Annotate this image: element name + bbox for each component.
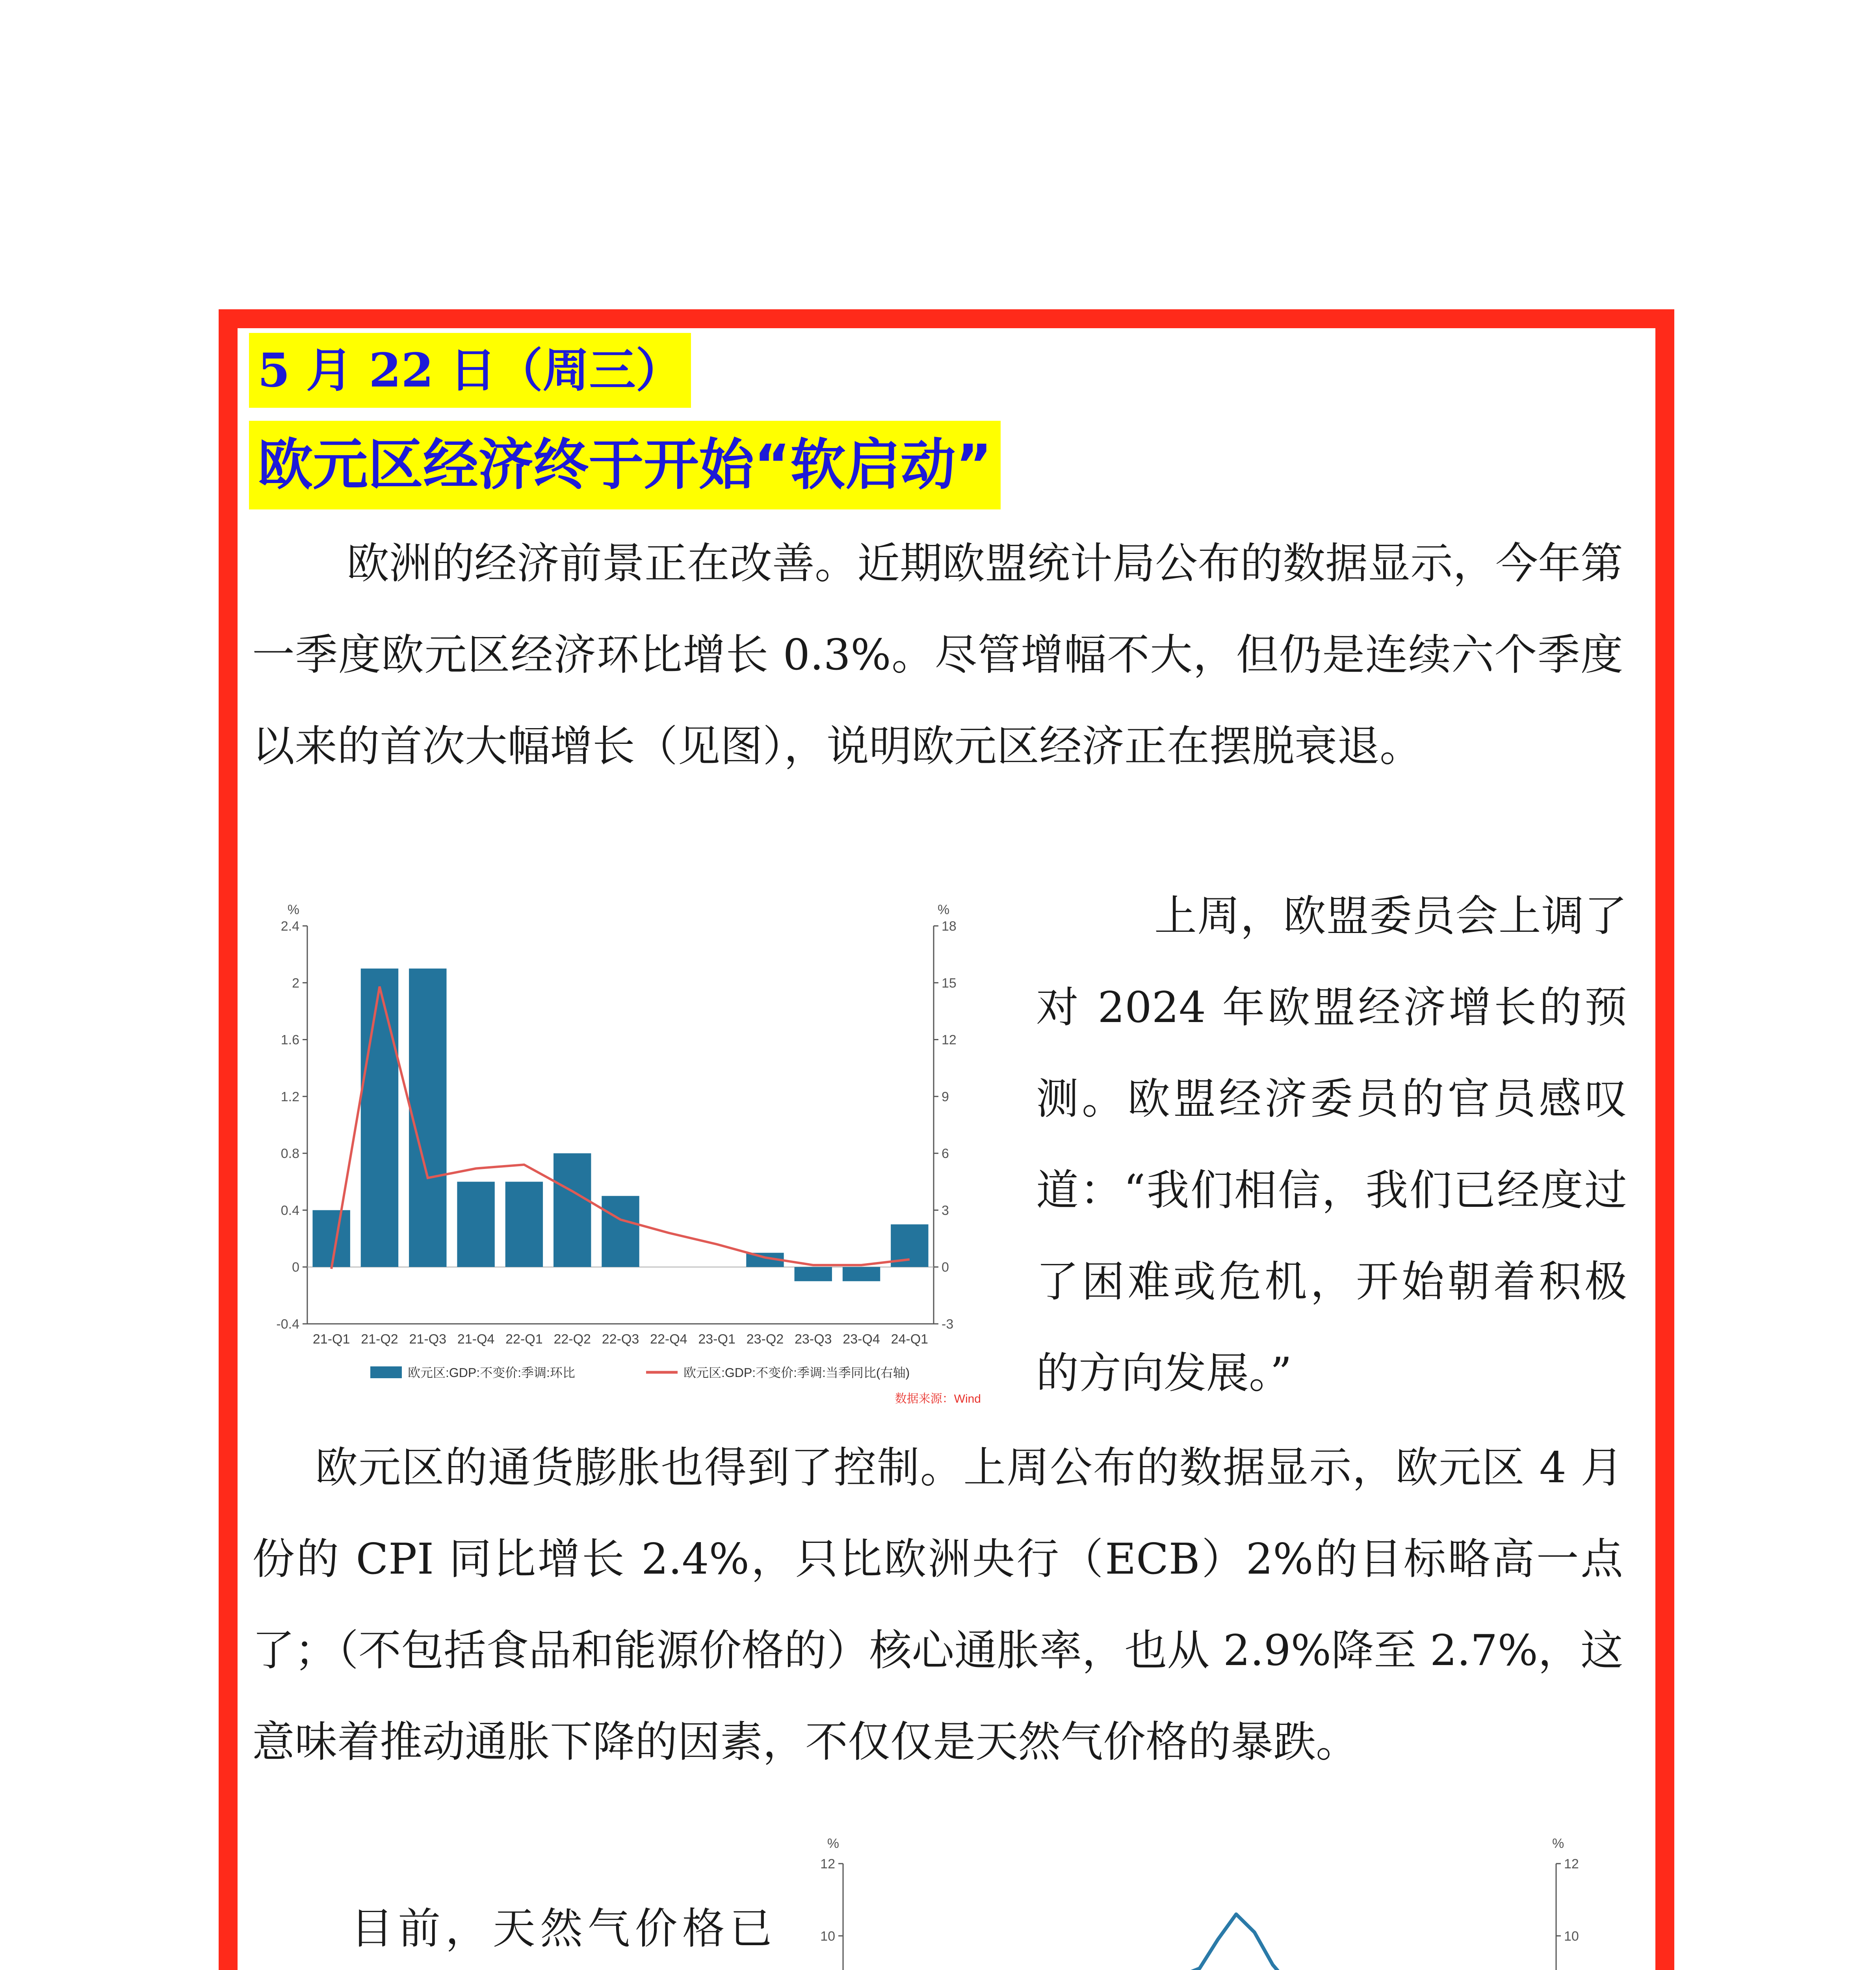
x-tick-label: 24-Q1 (891, 1332, 929, 1347)
right-tick-label: 10 (1564, 1929, 1579, 1944)
gdp-qoq-bar (795, 1267, 832, 1281)
paragraph-gas-price: 目前，天然气价格已 (351, 1904, 772, 1953)
right-tick-label: -3 (942, 1317, 954, 1332)
right-tick-label: 18 (942, 919, 957, 934)
hicp-yoy-line (852, 1914, 1547, 1970)
left-tick-label: -0.4 (276, 1317, 299, 1332)
left-tick-label: 2.4 (280, 919, 299, 934)
x-tick-label: 21-Q4 (457, 1332, 495, 1347)
gdp-chart-svg (252, 898, 993, 1407)
legend-label-line: 欧元区:GDP:不变价:季调:当季同比(右轴) (684, 1366, 910, 1380)
right-tick-label: 6 (942, 1146, 949, 1162)
left-tick-label: 2 (292, 976, 299, 991)
x-tick-label: 22-Q1 (505, 1332, 543, 1347)
x-tick-label: 23-Q2 (746, 1332, 784, 1347)
gdp-qoq-bar (843, 1267, 880, 1281)
gdp-qoq-bar (457, 1182, 494, 1267)
date-label: 5 月 22 日（周三） (249, 333, 691, 408)
x-tick-label: 21-Q2 (361, 1332, 398, 1347)
x-tick-label: 22-Q3 (602, 1332, 639, 1347)
legend-swatch-bar (370, 1366, 402, 1378)
x-tick-label: 23-Q4 (843, 1332, 880, 1347)
left-tick-label: 0.8 (280, 1146, 299, 1162)
x-tick-label: 23-Q1 (698, 1332, 736, 1347)
left-axis-unit: % (827, 1836, 839, 1851)
paragraph-ec-forecast: 上周，欧盟委员会上调了对 2024 年欧盟经济增长的预测。欧盟经济委员的官员感叹道：“我们相信，我们已经度过了困难或危机，开始朝着积极的方向发展。” (1036, 892, 1627, 1398)
left-tick-label: 1.6 (280, 1032, 299, 1048)
right-tick-label: 15 (942, 976, 957, 991)
left-axis-unit: % (287, 902, 299, 917)
x-tick-label: 22-Q4 (650, 1332, 687, 1347)
right-tick-label: 0 (942, 1260, 949, 1275)
gdp-qoq-bar (361, 968, 398, 1267)
gdp-qoq-bar (602, 1196, 639, 1267)
paragraph-inflation: 欧元区的通货膨胀也得到了控制。上周公布的数据显示，欧元区 4 月份的 CPI 同比增长 2.4%，只比欧洲央行（ECB）2%的目标略高一点了；（不包括食品和能源价格的）核心通胀率，也从 2.9%降至 2.7%，这意味着推动通胀下降的因素，不仅仅是天然气价格的暴跌。 (252, 1443, 1623, 1767)
left-tick-label: 1.2 (280, 1089, 299, 1104)
right-tick-label: 12 (1564, 1857, 1579, 1872)
left-tick-label: 10 (820, 1929, 835, 1944)
paragraph-economy-outlook: 欧洲的经济前景正在改善。近期欧盟统计局公布的数据显示，今年第一季度欧元区经济环比增长 0.3%。尽管增幅不大，但仍是连续六个季度以来的首次大幅增长（见图），说明欧元区经济正在摆脱衰退。 (252, 539, 1623, 771)
left-tick-label: 0 (292, 1260, 299, 1275)
gdp-qoq-bar (312, 1210, 350, 1267)
right-tick-label: 12 (942, 1032, 957, 1048)
x-tick-label: 23-Q3 (794, 1332, 832, 1347)
right-tick-label: 9 (942, 1089, 949, 1104)
source-label: 数据来源：Wind (895, 1392, 981, 1405)
headline: 欧元区经济终于开始“软启动” (249, 421, 1001, 509)
right-tick-label: 3 (942, 1203, 949, 1218)
gdp-qoq-bar (409, 968, 446, 1267)
gdp-qoq-bar (554, 1153, 591, 1267)
gdp-qoq-bar (505, 1182, 543, 1267)
right-axis-unit: % (938, 902, 950, 917)
x-tick-label: 21-Q1 (312, 1332, 350, 1347)
gdp-growth-chart (252, 898, 993, 1407)
legend-label-bar: 欧元区:GDP:不变价:季调:环比 (408, 1366, 575, 1380)
right-axis-unit: % (1552, 1836, 1564, 1851)
hicp-unemployment-chart (796, 1828, 1619, 1970)
left-tick-label: 0.4 (280, 1203, 299, 1218)
x-tick-label: 22-Q2 (554, 1332, 591, 1347)
left-tick-label: 12 (820, 1857, 835, 1872)
hicp-chart-svg (796, 1828, 1619, 1970)
x-tick-label: 21-Q3 (409, 1332, 447, 1347)
